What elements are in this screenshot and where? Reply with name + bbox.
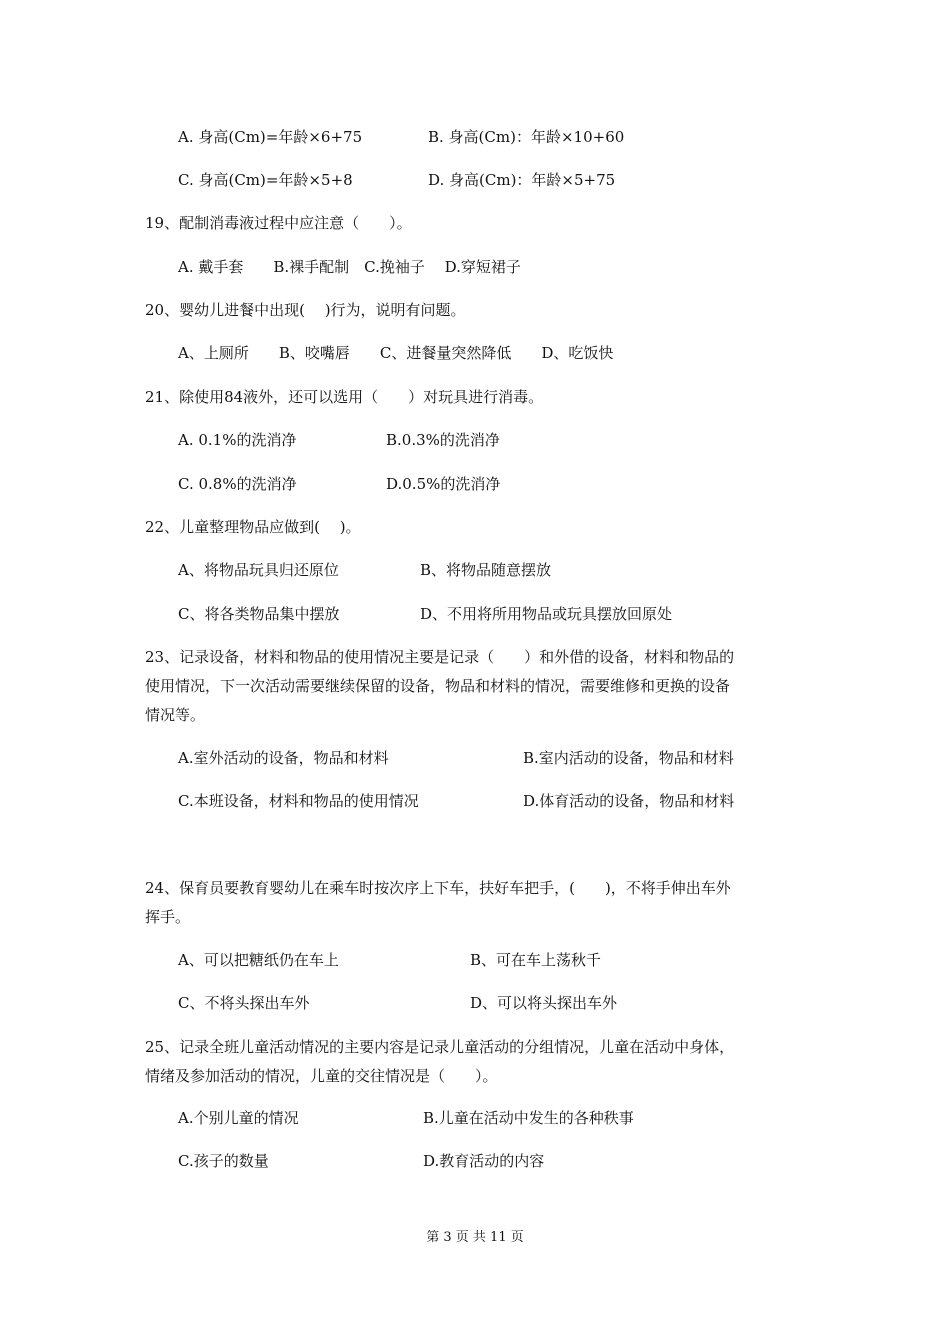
q21-option-c: C. 0.8%的洗消净 xyxy=(178,475,297,493)
q23-option-a: A.室外活动的设备，物品和材料 xyxy=(178,749,389,767)
q20-options: A、上厕所 B、咬嘴唇 C、进餐量突然降低 D、吃饭快 xyxy=(178,344,614,362)
q23-option-c: C.本班设备，材料和物品的使用情况 xyxy=(178,792,419,810)
q23-option-d: D.体育活动的设备，物品和材料 xyxy=(523,792,735,810)
q22-option-b: B、将物品随意摆放 xyxy=(420,561,552,579)
q21-option-b: B.0.3%的洗消净 xyxy=(386,431,500,449)
page-number-footer: 第 3 页 共 11 页 xyxy=(426,1230,524,1245)
q24-option-a: A、可以把糖纸仍在车上 xyxy=(178,951,339,969)
q18-option-d: D. 身高(Cm)：年龄×5+75 xyxy=(428,171,616,189)
q23-stem-line-2: 使用情况，下一次活动需要继续保留的设备，物品和材料的情况，需要维修和更换的设备 xyxy=(145,677,731,695)
q22-option-c: C、将各类物品集中摆放 xyxy=(178,605,340,623)
q23-option-b: B.室内活动的设备，物品和材料 xyxy=(523,749,734,767)
q20-stem: 20、婴幼儿进餐中出现( )行为，说明有问题。 xyxy=(145,301,466,319)
q21-stem: 21、除使用84液外，还可以选用（ ）对玩具进行消毒。 xyxy=(145,388,544,406)
q25-option-d: D.教育活动的内容 xyxy=(423,1152,545,1170)
q23-stem-line-1: 23、记录设备，材料和物品的使用情况主要是记录（ ）和外借的设备，材料和物品的 xyxy=(145,648,735,666)
q22-option-a: A、将物品玩具归还原位 xyxy=(178,561,339,579)
q22-stem: 22、儿童整理物品应做到( )。 xyxy=(145,518,361,536)
q18-option-b: B. 身高(Cm)：年龄×10+60 xyxy=(428,128,625,146)
q18-option-c: C. 身高(Cm)=年龄×5+8 xyxy=(178,171,353,189)
q21-option-d: D.0.5%的洗消净 xyxy=(386,475,501,493)
q25-option-a: A.个别儿童的情况 xyxy=(178,1109,299,1127)
q25-stem-line-2: 情绪及参加活动的情况，儿童的交往情况是（ ）。 xyxy=(145,1067,498,1085)
q24-option-d: D、可以将头探出车外 xyxy=(470,994,618,1012)
q25-stem-line-1: 25、记录全班儿童活动情况的主要内容是记录儿童活动的分组情况，儿童在活动中身体， xyxy=(145,1038,735,1056)
q24-option-c: C、不将头探出车外 xyxy=(178,994,310,1012)
q24-option-b: B、可在车上荡秋千 xyxy=(470,951,602,969)
q24-stem-line-1: 24、保育员要教育婴幼儿在乘车时按次序上下车，扶好车把手，( )，不将手伸出车外 xyxy=(145,879,731,897)
q19-stem: 19、配制消毒液过程中应注意（ ）。 xyxy=(145,214,412,232)
q25-option-b: B.儿童在活动中发生的各种秩事 xyxy=(423,1109,634,1127)
q24-stem-line-2: 挥手。 xyxy=(145,908,191,926)
q21-option-a: A. 0.1%的洗消净 xyxy=(178,431,297,449)
q23-stem-line-3: 情况等。 xyxy=(145,706,206,724)
q18-option-a: A. 身高(Cm)=年龄×6+75 xyxy=(178,128,363,146)
q19-options: A. 戴手套 B.裸手配制 C.挽袖子 D.穿短裙子 xyxy=(178,258,521,276)
q22-option-d: D、不用将所用物品或玩具摆放回原处 xyxy=(420,605,673,623)
q25-option-c: C.孩子的数量 xyxy=(178,1152,269,1170)
